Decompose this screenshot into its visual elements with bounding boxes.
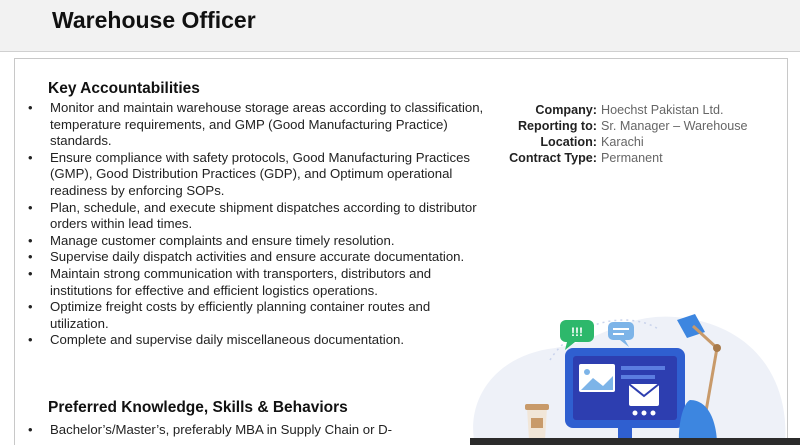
location-value: Karachi [601,135,644,149]
list-item: • Monitor and maintain warehouse storage areas according to classification, temperature requirements, and GMP (Good Manufacturing Practice) standards. [28,100,488,150]
company-row [496,102,786,118]
contract-label: Contract Type: [509,151,597,165]
list-item: • Ensure compliance with safety protocols, Good Manufacturing Practices (GMP), Good Distribution Practices (GDP), and Optimum operational readiness by enforcing SOPs. [28,150,488,200]
location-label: Location: [540,135,597,149]
reporting-label: Reporting to: [517,119,597,133]
header-bar [0,0,800,52]
contract-value: Permanent [601,151,663,165]
list-item: • Supervise daily dispatch activities and ensure accurate documentation. [28,249,488,266]
list-item: • Manage customer complaints and ensure timely resolution. [28,233,488,250]
list-item: • Plan, schedule, and execute shipment dispatches according to distributor orders within lead times. [28,200,488,233]
skills-heading: Preferred Knowledge, Skills & Behaviors [48,399,348,416]
key-accountabilities-heading: Key Accountabilities [48,80,200,97]
company-value: Hoechst Pakistan Ltd. [601,103,724,117]
location-row [496,134,786,150]
list-item: • Bachelor’s/Master’s, preferably MBA in Supply Chain or D- [28,422,488,439]
chat-bubble-text: !!! [571,325,583,339]
contract-row [496,150,786,166]
company-label: Company: [535,103,597,117]
page-title: Warehouse Officer [52,7,256,33]
skills-list [28,422,488,439]
reporting-value: Sr. Manager – Warehouse [601,119,748,133]
desk-surface [470,438,800,445]
list-item: • Optimize freight costs by efficiently planning container routes and utilization. [28,299,488,332]
list-item: • Maintain strong communication with transporters, distributors and institutions for effective and efficient logistics operations. [28,266,488,299]
list-item: • Complete and supervise daily miscellaneous documentation. [28,332,488,349]
workspace-illustration [455,300,800,445]
job-info-panel [496,102,786,166]
reporting-row [496,118,786,134]
monitor-icon [565,348,685,438]
accountabilities-list [28,100,488,349]
